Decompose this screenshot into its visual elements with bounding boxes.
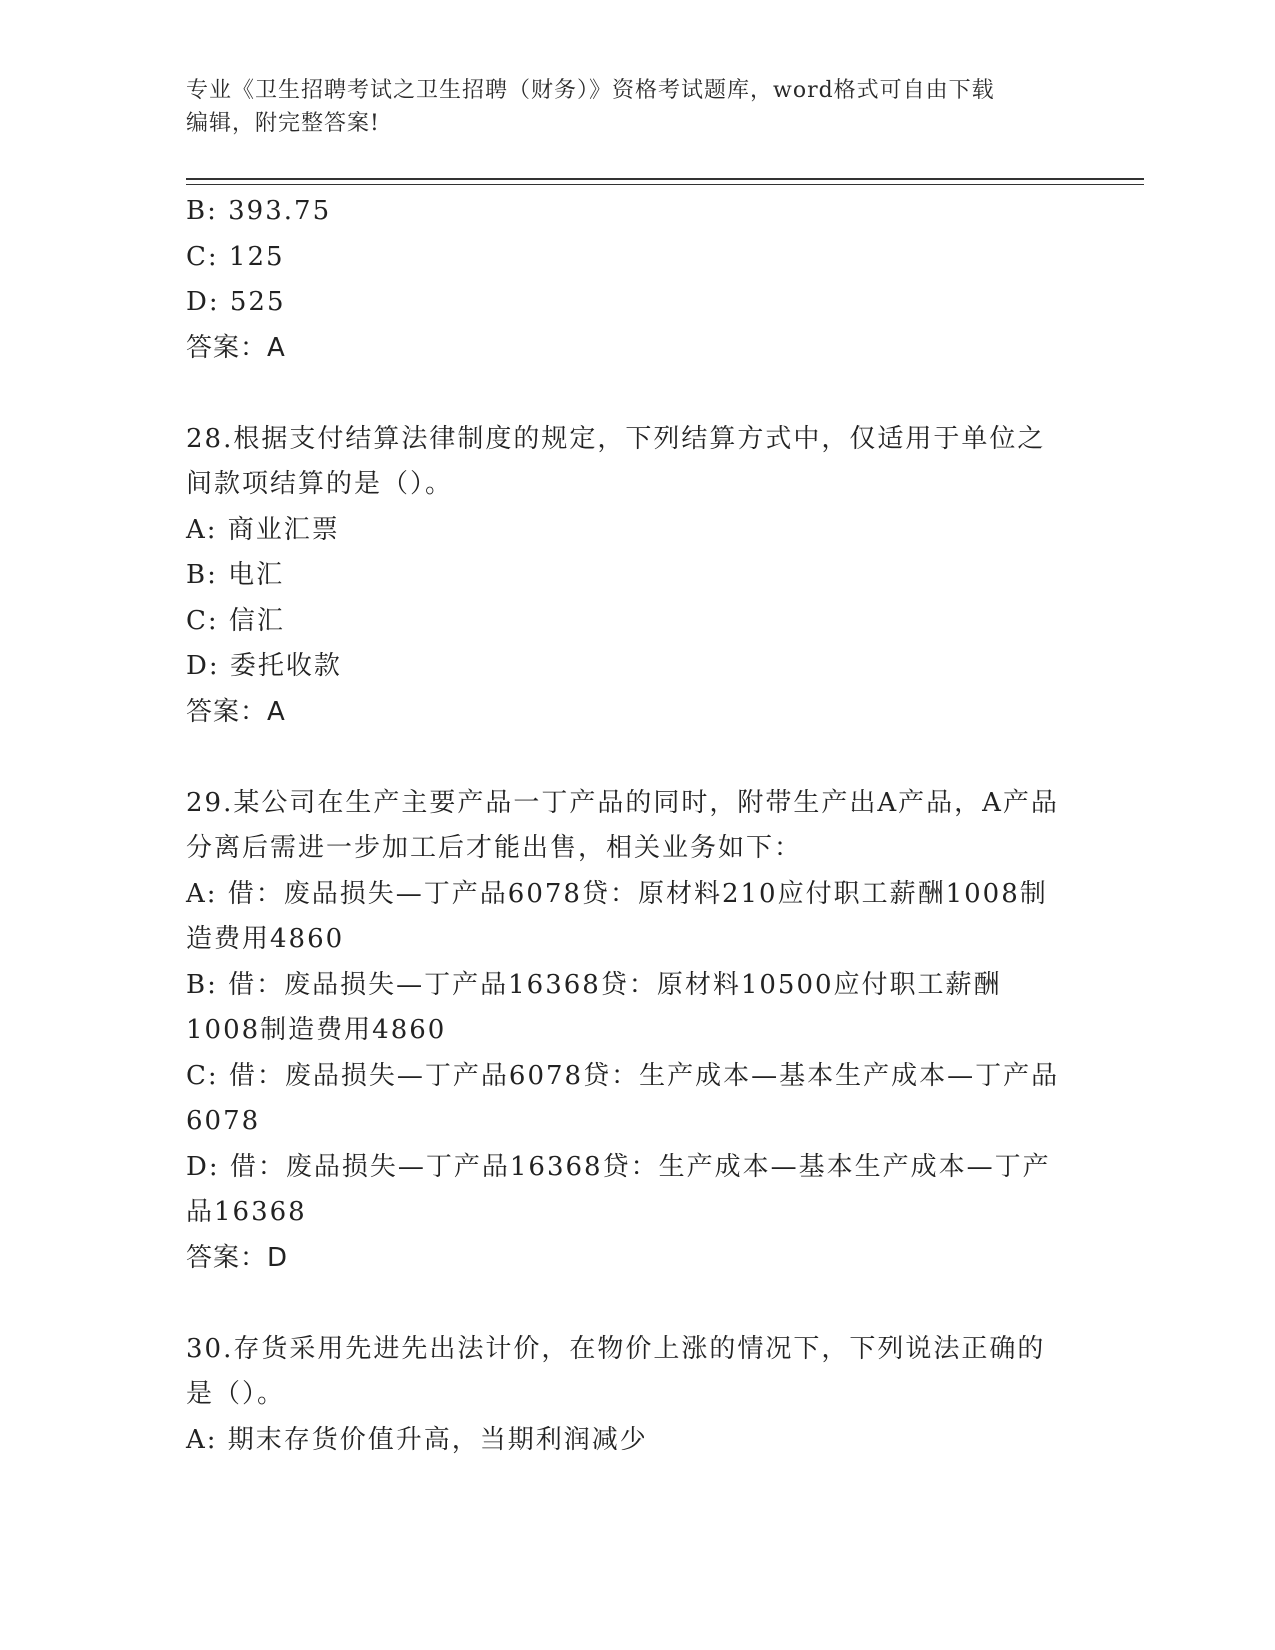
question-28	[186, 417, 1086, 736]
question-content	[186, 189, 1086, 1463]
answer-line: 答案：A	[186, 332, 286, 363]
option-c: C: 信汇	[186, 605, 285, 636]
question-29	[186, 781, 1086, 1282]
header-line-1: 专业《卫生招聘考试之卫生招聘（财务）》资格考试题库，word格式可自由下载	[186, 78, 995, 103]
header-line-2: 编辑，附完整答案!	[186, 111, 380, 136]
header-rule-thick	[186, 178, 1144, 180]
option-a: A: 商业汇票	[186, 514, 340, 545]
question-stem: 28.根据支付结算法律制度的规定，下列结算方式中，仅适用于单位之间款项结算的是（）。	[186, 423, 1046, 499]
question-spacer	[186, 735, 1086, 781]
option-b: B: 393.75	[186, 196, 332, 226]
option-c: C: 借：废品损失—丁产品6078贷：生产成本—基本生产成本—丁产品6078	[186, 1060, 1060, 1136]
option-c: C: 125	[186, 241, 285, 272]
header-rule-thin	[186, 184, 1144, 185]
option-a: A: 借：废品损失—丁产品6078贷：原材料210应付职工薪酬1008制造费用4860	[186, 878, 1048, 954]
option-b: B: 借：废品损失—丁产品16368贷：原材料10500应付职工薪酬1008制造费用4860	[186, 969, 1002, 1045]
question-spacer	[186, 1281, 1086, 1327]
question-stem: 30.存货采用先进先出法计价，在物价上涨的情况下，下列说法正确的是（）。	[186, 1333, 1046, 1409]
question-stem: 29.某公司在生产主要产品一丁产品的同时，附带生产出A产品，A产品分离后需进一步加工后才能出售，相关业务如下：	[186, 787, 1059, 863]
option-d: D: 委托收款	[186, 651, 342, 681]
option-a: A: 期末存货价值升高，当期利润减少	[186, 1424, 648, 1455]
question-30	[186, 1327, 1086, 1464]
answer-line: 答案：D	[186, 1242, 289, 1273]
question-spacer	[186, 371, 1086, 417]
option-d: D: 借：废品损失—丁产品16368贷：生产成本—基本生产成本—丁产品16368	[186, 1151, 1051, 1227]
option-b: B: 电汇	[186, 560, 285, 590]
option-d: D: 525	[186, 287, 286, 317]
page-header	[186, 74, 1086, 140]
answer-line: 答案：A	[186, 696, 286, 727]
question-27-tail	[186, 189, 1086, 371]
